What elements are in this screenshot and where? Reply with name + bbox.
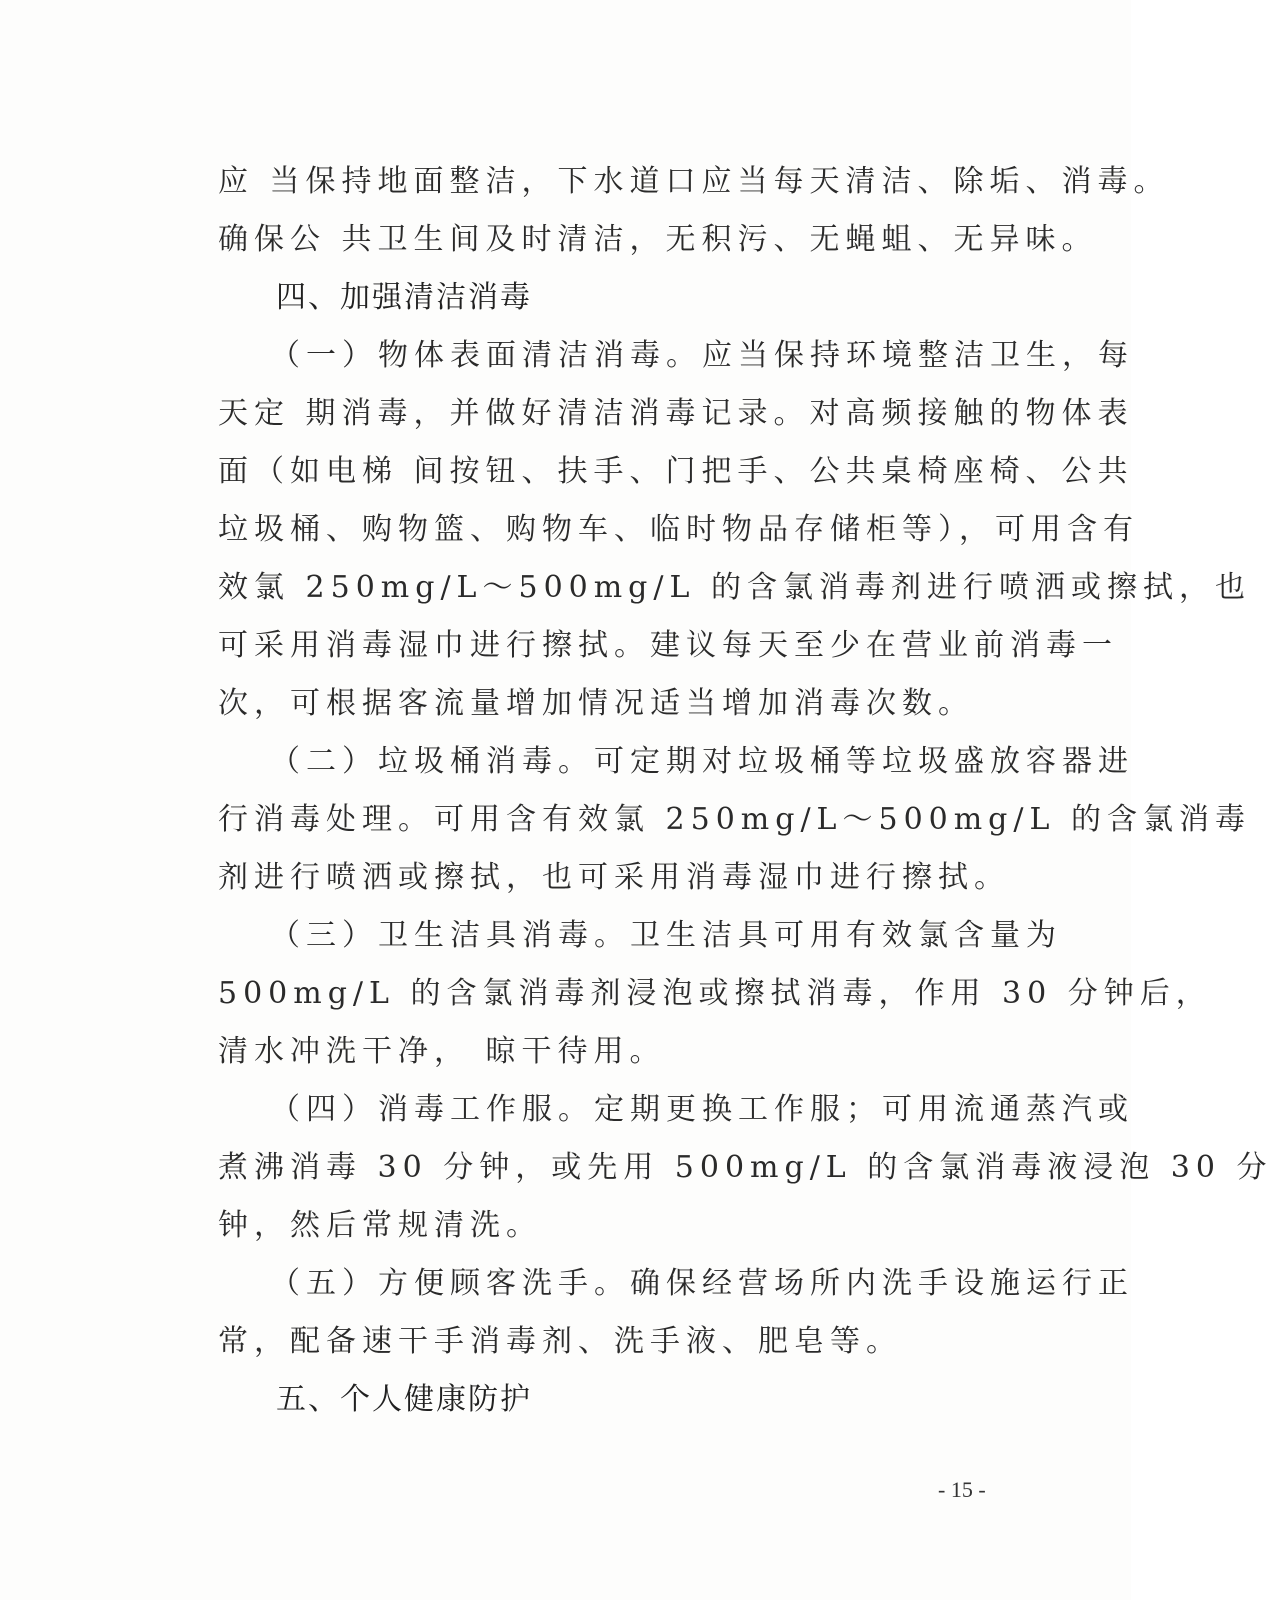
body-line: 行消毒处理。可用含有效氯 250mg/L～500mg/L 的含氯消毒 xyxy=(218,802,1251,837)
section-heading: 五、个人健康防护 xyxy=(276,1382,532,1417)
body-line: 效氯 250mg/L～500mg/L 的含氯消毒剂进行喷洒或擦拭，也 xyxy=(218,570,1251,605)
page-number: - 15 - xyxy=(938,1477,986,1502)
body-line: 钟，然后常规清洗。 xyxy=(218,1208,542,1243)
paragraph-start-line: （二）垃圾桶消毒。可定期对垃圾桶等垃圾盛放容器进 xyxy=(270,744,1134,779)
body-line: 应 当保持地面整洁，下水道口应当每天清洁、除垢、消毒。 xyxy=(218,164,1170,199)
body-line: 次，可根据客流量增加情况适当增加消毒次数。 xyxy=(218,686,974,721)
paragraph-start-line: （四）消毒工作服。定期更换工作服；可用流通蒸汽或 xyxy=(270,1092,1134,1127)
paragraph-start-line: （五）方便顾客洗手。确保经营场所内洗手设施运行正 xyxy=(270,1266,1134,1301)
body-line: 剂进行喷洒或擦拭，也可采用消毒湿巾进行擦拭。 xyxy=(218,860,1010,895)
body-line: 煮沸消毒 30 分钟，或先用 500mg/L 的含氯消毒液浸泡 30 分 xyxy=(218,1150,1273,1185)
section-heading: 四、加强清洁消毒 xyxy=(276,280,532,315)
body-line: 确保公 共卫生间及时清洁，无积污、无蝇蛆、无异味。 xyxy=(218,222,1098,257)
body-line: 清水冲洗干净， 晾干待用。 xyxy=(218,1034,666,1069)
body-line: 常，配备速干手消毒剂、洗手液、肥皂等。 xyxy=(218,1324,902,1359)
body-line: 500mg/L 的含氯消毒剂浸泡或擦拭消毒，作用 30 分钟后， xyxy=(218,976,1212,1011)
body-line: 可采用消毒湿巾进行擦拭。建议每天至少在营业前消毒一 xyxy=(218,628,1118,663)
body-line: 面（如电梯 间按钮、扶手、门把手、公共桌椅座椅、公共 xyxy=(218,454,1134,489)
body-line: 天定 期消毒，并做好清洁消毒记录。对高频接触的物体表 xyxy=(218,396,1134,431)
paragraph-start-line: （一）物体表面清洁消毒。应当保持环境整洁卫生，每 xyxy=(270,338,1134,373)
body-line: 垃圾桶、购物篮、购物车、临时物品存储柜等），可用含有 xyxy=(218,512,1139,547)
paragraph-start-line: （三）卫生洁具消毒。卫生洁具可用有效氯含量为 xyxy=(270,918,1062,953)
